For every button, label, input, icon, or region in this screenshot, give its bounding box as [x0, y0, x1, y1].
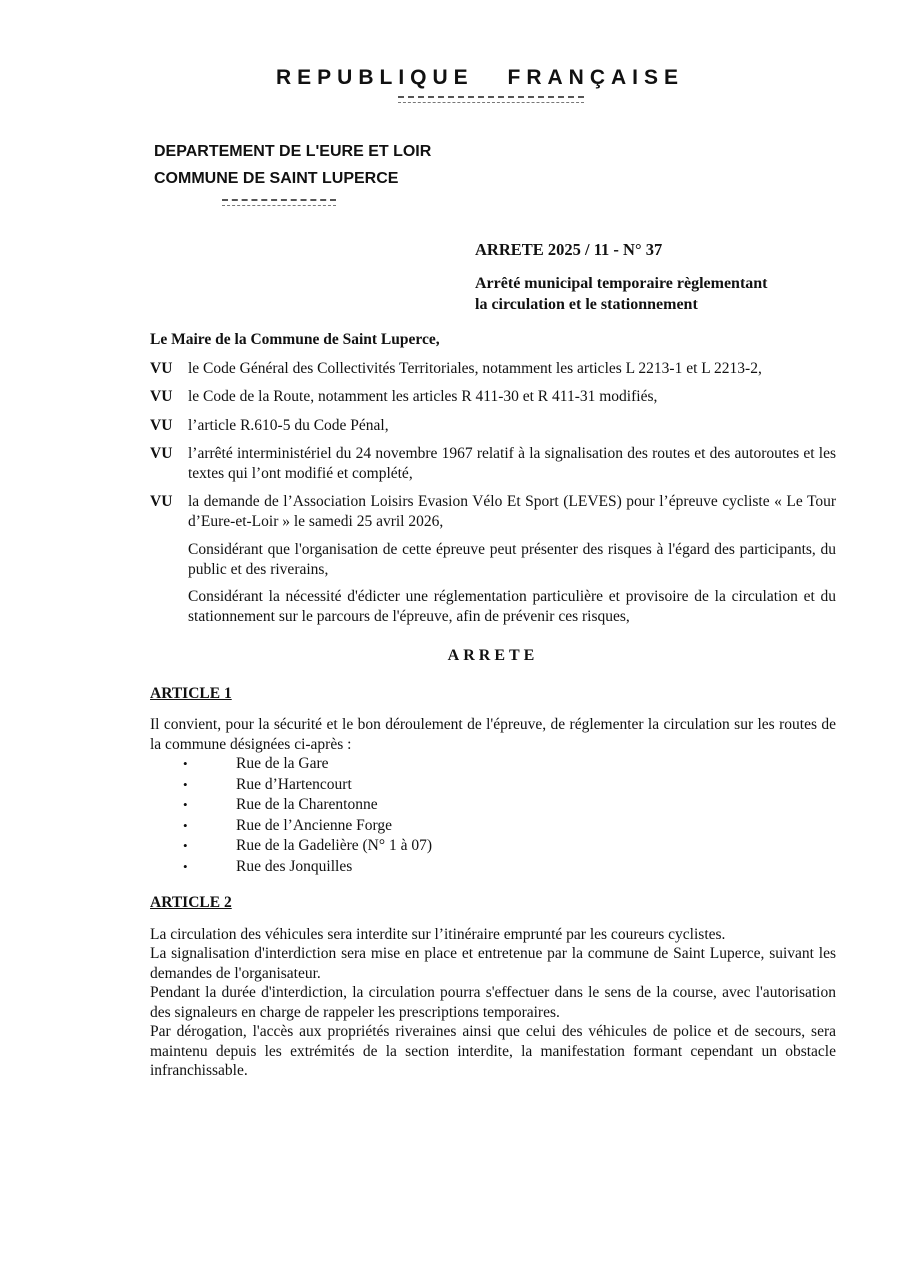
arrete-number: ARRETE 2025 / 11 - N° 37 [475, 240, 663, 259]
article2-title: ARTICLE 2 [150, 894, 232, 911]
list-item [150, 836, 836, 857]
considerant-paragraph: Considérant que l'organisation de cette épreuve peut présenter des risques à l'égard des participants, du public et des riverains, [188, 541, 836, 578]
street-name: Rue de la Gare [236, 755, 329, 772]
bullet-icon: • [183, 838, 188, 853]
street-name: Rue des Jonquilles [236, 857, 353, 875]
article1-intro: Il convient, pour la sécurité et le bon déroulement de l'épreuve, de réglementer la circulation sur les routes de la commune désignées ci-après : [150, 716, 836, 753]
street-name: Rue de la Charentonne [236, 796, 378, 813]
commune-line: COMMUNE DE SAINT LUPERCE [154, 170, 399, 187]
list-item [150, 857, 836, 878]
list-item [150, 816, 836, 837]
article2-paragraph: Pendant la durée d'interdiction, la circulation pourra s'effectuer dans le sens de la course, avec l'autorisation des signaleurs en charge de rappeler les prescriptions temporaires. [150, 984, 836, 1021]
bullet-icon: • [183, 858, 188, 874]
republique-heading: REPUBLIQUE FRANÇAISE [275, 66, 685, 89]
bullet-icon: • [183, 756, 188, 771]
arrete-title: ARRETE [447, 647, 539, 664]
vu-text: l’article R.610-5 du Code Pénal, [188, 416, 389, 434]
arrete-subtitle-line1: Arrêté municipal temporaire règlementant [475, 275, 768, 292]
vu-item [150, 387, 836, 407]
maire-line: Le Maire de la Commune de Saint Luperce, [150, 331, 440, 348]
bullet-icon: • [183, 817, 188, 833]
arrete-subtitle-line2: la circulation et le stationnement [475, 296, 698, 313]
issuer-block [154, 138, 431, 192]
bullet-icon: • [183, 776, 188, 792]
vu-label: VU [150, 493, 173, 510]
article2-paragraph: La circulation des véhicules sera interdite sur l’itinéraire emprunté par les coureurs cyclistes. [150, 925, 726, 943]
vu-label: VU [150, 445, 173, 462]
document-body [150, 330, 836, 1081]
list-item [150, 775, 836, 796]
street-name: Rue de l’Ancienne Forge [236, 816, 392, 834]
arrete-reference [475, 240, 768, 315]
vu-item [150, 444, 836, 483]
vu-label: VU [150, 359, 173, 377]
vu-label: VU [150, 388, 173, 405]
vu-text: la demande de l’Association Loisirs Evasion Vélo Et Sport (LEVES) pour l’épreuve cycliste « Le Tour d’Eure-et-Loir » le samedi 25 avril 2026, [188, 493, 836, 530]
street-name: Rue d’Hartencourt [236, 775, 352, 793]
vu-item [150, 492, 836, 531]
vu-text: le Code Général des Collectivités Territoriales, notamment les articles L 2213-1 et L 2213-2, [188, 359, 762, 377]
vu-item [150, 416, 836, 436]
list-item [150, 754, 836, 775]
street-list [150, 754, 836, 877]
vu-text: le Code de la Route, notamment les articles R 411-30 et R 411-31 modifiés, [188, 388, 658, 405]
republique-divider [398, 96, 584, 103]
vu-item [150, 359, 836, 379]
considerant-paragraph: Considérant la nécessité d'édicter une réglementation particulière et provisoire de la circulation et du stationnement sur le parcours de l'épreuve, afin de prévenir ces risques, [188, 588, 836, 625]
issuer-divider [222, 199, 336, 206]
article2-paragraph: Par dérogation, l'accès aux propriétés riveraines ainsi que celui des véhicules de police et de secours, sera maintenu depuis les extrémités de la section interdite, la manifestation formant cependant un obstacle infranchissable. [150, 1023, 836, 1079]
street-name: Rue de la Gadelière (N° 1 à 07) [236, 837, 432, 854]
departement-line: DEPARTEMENT DE L'EURE ET LOIR [154, 143, 432, 160]
bullet-icon: • [183, 797, 188, 812]
list-item [150, 795, 836, 816]
vu-text: l’arrêté interministériel du 24 novembre 1967 relatif à la signalisation des routes et des autoroutes et les textes qui l’ont modifié et complété, [188, 445, 836, 482]
vu-label: VU [150, 416, 173, 434]
article2-paragraph: La signalisation d'interdiction sera mise en place et entretenue par la commune de Saint Luperce, suivant les demandes de l'organisateur. [150, 945, 836, 982]
article1-title: ARTICLE 1 [150, 684, 232, 702]
